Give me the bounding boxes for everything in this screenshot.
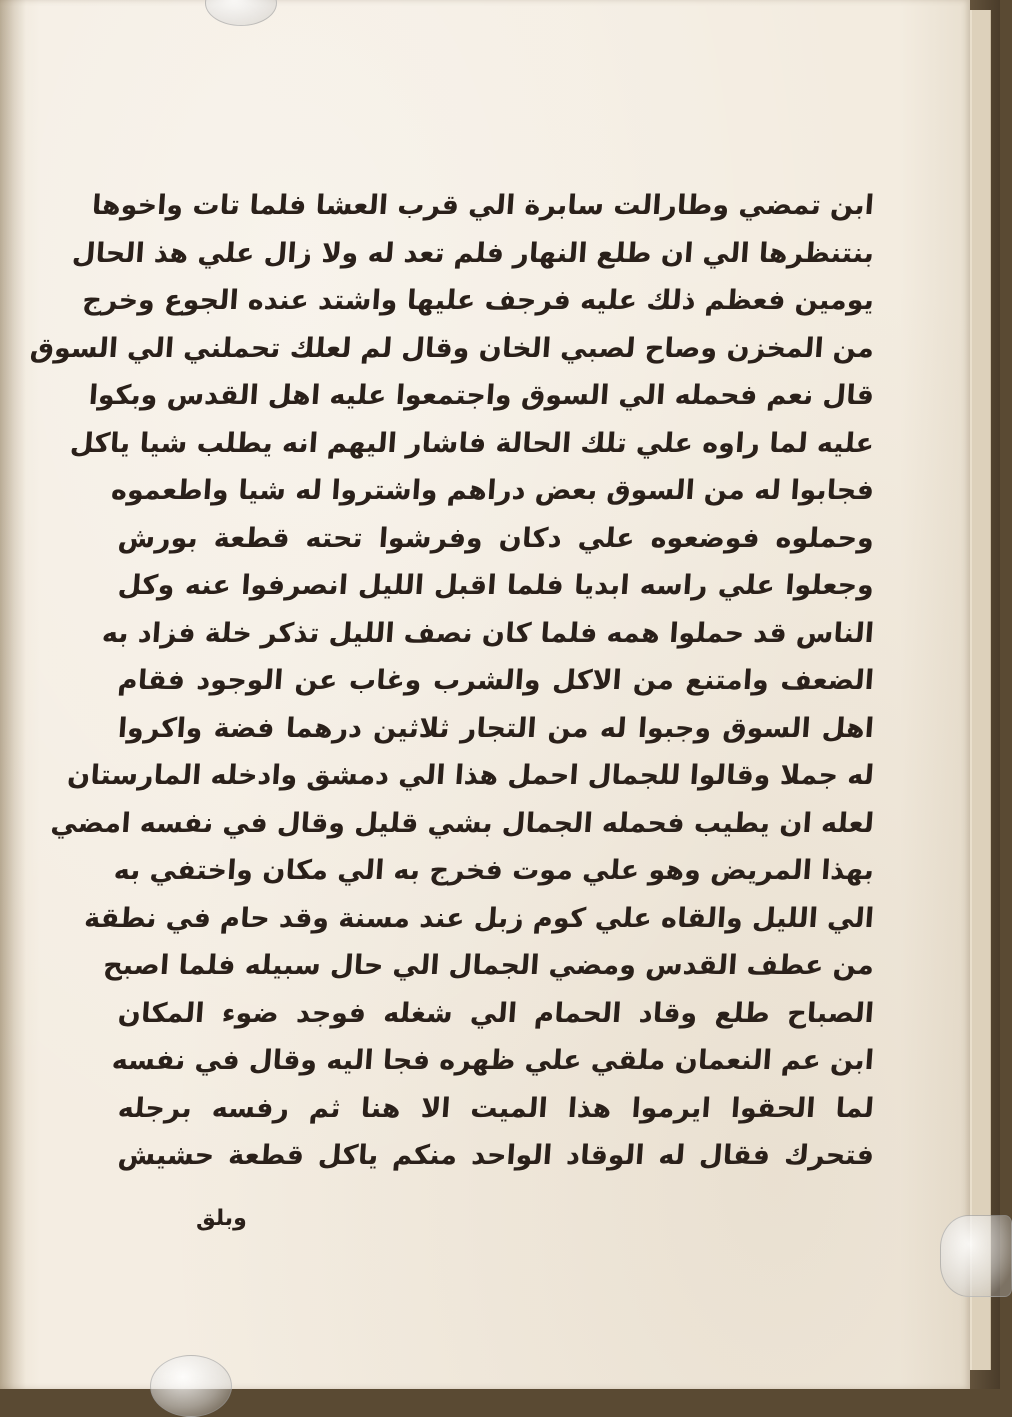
text-line: الناس قد حملوا همه فلما كان نصف الليل تذكر خلة فزاد به [101, 617, 876, 649]
text-line: بنتنظرها الي ان طلع النهار فلم تعد له ولا زال علي هذ الحال [71, 237, 876, 269]
text-line: الضعف وامتنع من الاكل والشرب وغاب عن الوجود فقام [116, 665, 876, 696]
text-line: ابن عم النعمان ملقي علي ظهره فجا اليه وقال في نفسه [110, 1045, 876, 1076]
page-gutter-shadow [0, 0, 26, 1389]
text-line: الصباح طلع وقاد الحمام الي شغله فوجد ضوء المكان [116, 997, 876, 1029]
text-line: عليه لما راوه علي تلك الحالة فاشار اليهم انه يطلب شيا ياكل [69, 427, 876, 459]
text-line: وحملوه فوضعوه علي دكان وفرشوا تحته قطعة بورش [116, 522, 876, 554]
text-line: لعله ان يطيب فحمله الجمال بشي قليل وقال في نفسه امضي [49, 807, 876, 839]
text-line: من عطف القدس ومضي الجمال الي حال سبيله فلما اصبح [102, 950, 876, 981]
page-edge [972, 10, 991, 1370]
text-line: قال نعم فحمله الي السوق واجتمعوا عليه اهل القدس وبكوا [87, 380, 876, 411]
text-line: لما الحقوا ايرموا هذا الميت الا هنا ثم رفسه برجله [116, 1092, 876, 1124]
text-line: بهذا المريض وهو علي موت فخرج به الي مكان واختفي به [112, 855, 876, 886]
text-line: فجابوا له من السوق بعض دراهم واشتروا له شيا واطعموه [110, 475, 876, 506]
glass-clip [940, 1215, 1012, 1297]
text-line: فتحرك فقال له الوقاد الواحد منكم ياكل قطعة حشيش [116, 1140, 876, 1171]
glass-clip [150, 1355, 232, 1417]
text-line: الي الليل والقاه علي كوم زبل عند مسنة وقد حام في نطقة [83, 902, 876, 934]
text-line: يومين فعظم ذلك عليه فرجف عليها واشتد عنده الجوع وخرج [81, 285, 876, 316]
text-line: اهل السوق وجبوا له من التجار ثلاثين درهما فضة واكروا [116, 712, 876, 744]
manuscript-text-block [28, 182, 876, 1180]
text-line: له جملا وقالوا للجمال احمل هذا الي دمشق وادخله المارستان [66, 760, 876, 791]
catchword: وبلق [196, 1206, 247, 1231]
text-line: من المخزن وصاح لصبي الخان وقال لم لعلك تحملني الي السوق [28, 332, 876, 364]
text-line: وجعلوا علي راسه ابديا فلما اقبل الليل انصرفوا عنه وكل [116, 570, 876, 601]
text-line: ابن تمضي وطارالت سابرة الي قرب العشا فلما تات واخوها [90, 190, 876, 221]
